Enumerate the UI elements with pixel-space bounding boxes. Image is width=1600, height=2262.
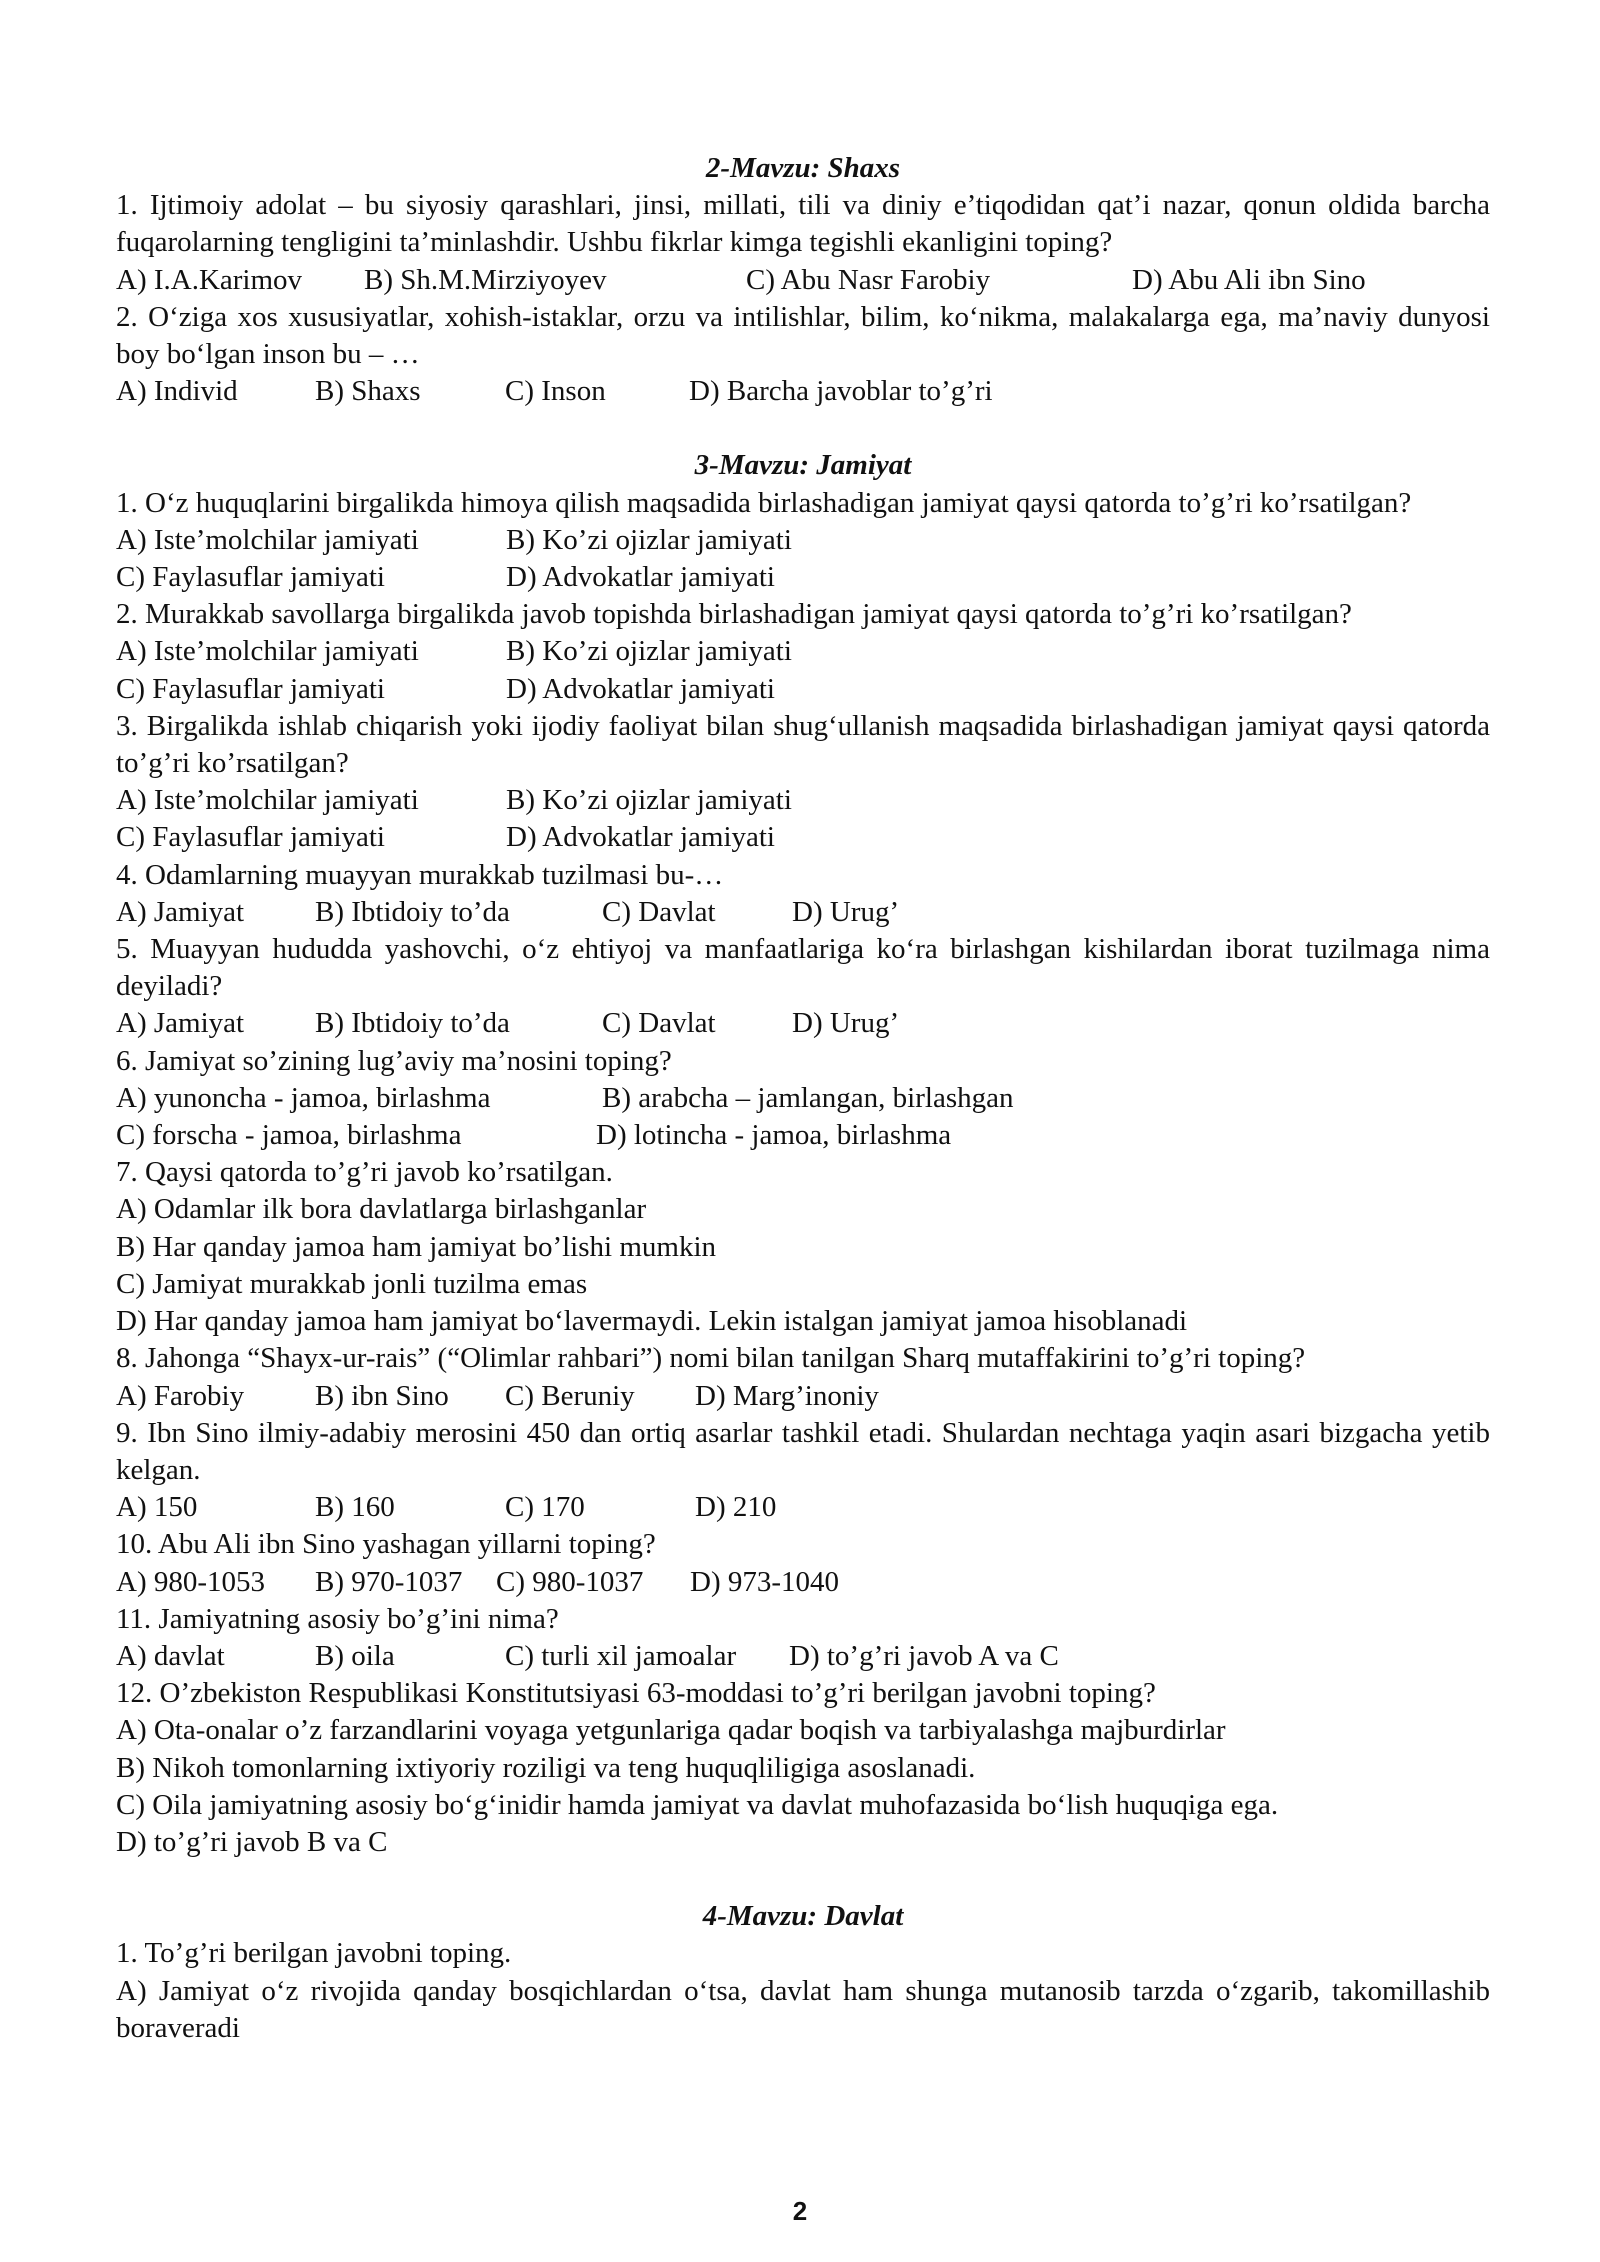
- question-text: 1. To’g’ri berilgan javobni toping.: [116, 1937, 512, 1970]
- option: C) 170: [505, 1491, 585, 1524]
- heading: 4-Mavzu: Davlat: [702, 1900, 904, 1933]
- option: A) Odamlar ilk bora davlatlarga birlashganlar: [116, 1193, 647, 1226]
- option: D) to’g’ri javob B va C: [116, 1825, 388, 1858]
- option: D) Abu Ali ibn Sino: [1132, 263, 1366, 296]
- document-page: [116, 150, 1490, 2047]
- option: A) Jamiyat: [116, 1007, 245, 1040]
- option: B) Ko’zi ojizlar jamiyati: [506, 784, 792, 817]
- option: C) Oila jamiyatning asosiy bo‘g‘inidir hamda jamiyat va davlat muhofazasida bo‘lish huquqiga ega.: [116, 1788, 1279, 1821]
- option: D) Urug’: [792, 1007, 900, 1040]
- options-row: [116, 1005, 1490, 1042]
- option: A) Individ: [116, 375, 238, 408]
- options-row: [116, 1489, 1490, 1526]
- option: D) Advokatlar jamiyati: [506, 821, 775, 854]
- option: D) 210: [695, 1491, 777, 1524]
- option: D) Advokatlar jamiyati: [506, 672, 775, 705]
- option: D) lotincha - jamoa, birlashma: [596, 1119, 952, 1152]
- question-text: 2. O‘ziga xos xususiyatlar, xohish-istaklar, orzu va intilishlar, bilim, ko‘nikma, malakalarga ega, ma’naviy dunyosi boy bo‘lgan inson bu – …: [116, 300, 1490, 371]
- option: A) Iste’molchilar jamiyati: [116, 635, 419, 668]
- option: B) Har qanday jamoa ham jamiyat bo’lishi mumkin: [116, 1230, 717, 1263]
- option: A) Jamiyat o‘z rivojida qanday bosqichlardan o‘tsa, davlat ham shunga mutanosib tarzda o‘zgarib, takomillashib boraveradi: [116, 1974, 1490, 2044]
- option: D) Urug’: [792, 895, 900, 928]
- option: C) Davlat: [602, 895, 716, 928]
- option: A) Iste’molchilar jamiyati: [116, 784, 419, 817]
- option: D) Marg’inoniy: [695, 1379, 879, 1412]
- option: A) davlat: [116, 1639, 225, 1672]
- question-text: 5. Muayyan hududda yashovchi, o‘z ehtiyoj va manfaatlariga ko‘ra birlashgan kishilardan iborat tuzilmaga nima deyiladi?: [116, 933, 1490, 1003]
- options-row: [116, 1564, 1490, 1601]
- page-number: 2: [792, 2196, 808, 2226]
- options-row: [116, 894, 1490, 931]
- options-row: [116, 782, 1490, 819]
- option: B) Ibtidoiy to’da: [315, 895, 510, 928]
- option: B) Ibtidoiy to’da: [315, 1007, 510, 1040]
- option: A) I.A.Karimov: [116, 263, 303, 296]
- option: C) Abu Nasr Farobiy: [746, 263, 991, 296]
- option: A) yunoncha - jamoa, birlashma: [116, 1081, 491, 1114]
- question-text: 9. Ibn Sino ilmiy-adabiy merosini 450 dan ortiq asarlar tashkil etadi. Shulardan nechtaga yaqin asari bizgacha yetib kelgan.: [116, 1416, 1490, 1486]
- question-text: 12. O’zbekiston Respublikasi Konstitutsiyasi 63-moddasi to’g’ri berilgan javobni toping?: [116, 1677, 1156, 1710]
- option: C) Jamiyat murakkab jonli tuzilma emas: [116, 1267, 588, 1300]
- option: C) Faylasuflar jamiyati: [116, 561, 385, 594]
- option: A) Farobiy: [116, 1379, 245, 1412]
- option: B) oila: [315, 1639, 395, 1672]
- options-row: [116, 559, 1490, 596]
- option: A) 150: [116, 1491, 198, 1524]
- options-row: [116, 262, 1490, 299]
- question-text: 7. Qaysi qatorda to’g’ri javob ko’rsatilgan.: [116, 1156, 613, 1189]
- options-row: [116, 671, 1490, 708]
- options-row: [116, 633, 1490, 670]
- option: C) Faylasuflar jamiyati: [116, 672, 385, 705]
- question-text: 10. Abu Ali ibn Sino yashagan yillarni toping?: [116, 1528, 656, 1561]
- option: C) 980-1037: [496, 1565, 644, 1598]
- option: B) Ko’zi ojizlar jamiyati: [506, 635, 792, 668]
- option: B) arabcha – jamlangan, birlashgan: [602, 1081, 1014, 1114]
- option: A) Jamiyat: [116, 895, 245, 928]
- question-text: 4. Odamlarning muayyan murakkab tuzilmasi bu-…: [116, 858, 724, 891]
- option: D) Advokatlar jamiyati: [506, 561, 775, 594]
- option: B) Ko’zi ojizlar jamiyati: [506, 523, 792, 556]
- option: B) Nikoh tomonlarning ixtiyoriy roziligi va teng huquqliligiga asoslanadi.: [116, 1751, 976, 1784]
- option: D) Har qanday jamoa ham jamiyat bo‘lavermaydi. Lekin istalgan jamiyat jamoa hisoblanadi: [116, 1305, 1188, 1338]
- option: B) 970-1037: [315, 1565, 463, 1598]
- option: C) Faylasuflar jamiyati: [116, 821, 385, 854]
- question-text: 3. Birgalikda ishlab chiqarish yoki ijodiy faoliyat bilan shug‘ullanish maqsadida birlashadigan jamiyat qaysi qatorda to’g’ri ko’rsatilgan?: [116, 709, 1490, 780]
- heading: 2-Mavzu: Shaxs: [705, 152, 901, 184]
- option: B) 160: [315, 1491, 395, 1524]
- options-row: [116, 373, 1490, 410]
- question-text: 1. O‘z huquqlarini birgalikda himoya qilish maqsadida birlashadigan jamiyat qaysi qatorda to’g’ri ko’rsatilgan?: [116, 486, 1412, 519]
- question-text: 1. Ijtimoiy adolat – bu siyosiy qarashlari, jinsi, millati, tili va diniy e’tiqodidan qat’i nazar, qonun oldida barcha fuqarolarning tengligini ta’minlashdir. Ushbu fikrlar kimga tegishli ekanligini toping?: [116, 189, 1490, 259]
- question-text: 8. Jahonga “Shayx-ur-rais” (“Olimlar rahbari”) nomi bilan tanilgan Sharq mutaffakirini to’g’ri toping?: [116, 1342, 1306, 1375]
- option: C) turli xil jamoalar: [505, 1639, 737, 1672]
- option: B) Shaxs: [315, 375, 421, 408]
- question-text: 2. Murakkab savollarga birgalikda javob topishda birlashadigan jamiyat qaysi qatorda to’g’ri ko’rsatilgan?: [116, 598, 1352, 631]
- option: C) forscha - jamoa, birlashma: [116, 1119, 462, 1152]
- heading: 3-Mavzu: Jamiyat: [694, 449, 912, 482]
- option: A) Ota-onalar o’z farzandlarini voyaga yetgunlariga qadar boqish va tarbiyalashga majburdirlar: [116, 1714, 1226, 1747]
- option: C) Inson: [505, 375, 606, 408]
- option: D) Barcha javoblar to’g’ri: [689, 375, 993, 408]
- options-row: [116, 1080, 1490, 1117]
- option: B) Sh.M.Mirziyoyev: [364, 263, 607, 296]
- option: A) Iste’molchilar jamiyati: [116, 523, 419, 556]
- options-row: [116, 522, 1490, 559]
- options-row: [116, 819, 1490, 856]
- option: D) to’g’ri javob A va C: [789, 1639, 1059, 1672]
- option: C) Beruniy: [505, 1379, 635, 1412]
- option: D) 973-1040: [690, 1565, 840, 1598]
- option: C) Davlat: [602, 1007, 716, 1040]
- option: A) 980-1053: [116, 1565, 266, 1598]
- options-row: [116, 1638, 1490, 1675]
- question-text: 6. Jamiyat so’zining lug’aviy ma’nosini toping?: [116, 1044, 672, 1077]
- options-row: [116, 1378, 1490, 1415]
- option: B) ibn Sino: [315, 1379, 449, 1412]
- options-row: [116, 1117, 1490, 1154]
- question-text: 11. Jamiyatning asosiy bo’g’ini nima?: [116, 1602, 559, 1635]
